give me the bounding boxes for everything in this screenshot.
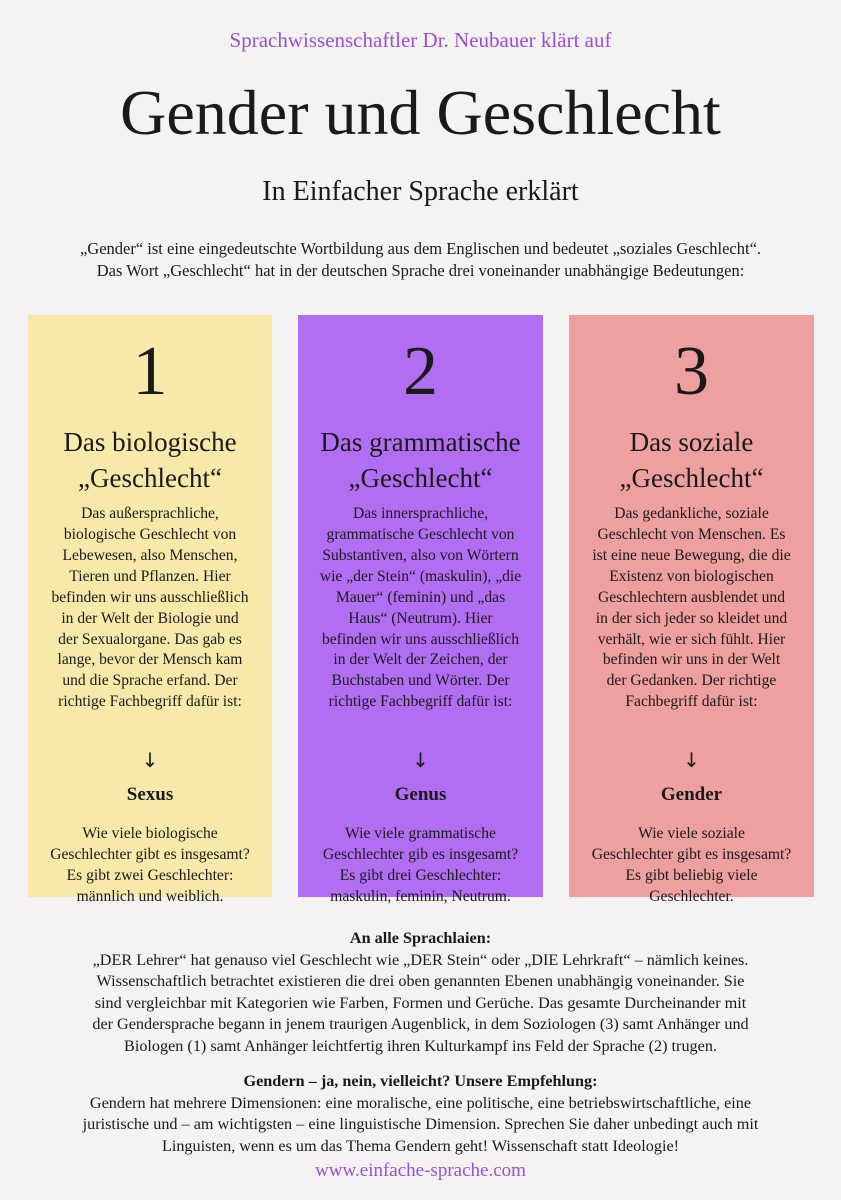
column-heading-line: Das grammatische	[320, 427, 521, 457]
text-line: lange, bevor der Mensch kam	[57, 651, 243, 669]
text-line: Tieren und Pflanzen. Hier	[69, 567, 231, 585]
intro-line: „Gender“ ist eine eingedeutschte Wortbildung aus dem Englischen und bedeutet „soziales Geschlecht“.	[79, 239, 762, 258]
text-line: grammatische Geschlecht von	[326, 526, 515, 544]
arrow-down-icon: ↓	[412, 748, 429, 773]
empfehlung-heading: Gendern – ja, nein, vielleicht? Unsere Empfehlung:	[243, 1072, 598, 1091]
page-subtitle: In Einfacher Sprache erklärt	[262, 176, 579, 207]
text-line: Linguisten, wenn es um das Thema Gendern geht! Wissenschaft statt Ideologie!	[161, 1136, 680, 1155]
text-line: juristische und – am wichtigsten – eine linguistische Dimension. Sprechen Sie daher unbedingt auch mit	[82, 1115, 759, 1134]
column-heading-line: „Geschlecht“	[78, 462, 222, 493]
text-line: Gendern hat mehrere Dimensionen: eine moralische, eine politische, eine betriebswirtschaftliche, eine	[89, 1093, 752, 1112]
column-question	[583, 824, 800, 908]
text-line: wie „der Stein“ (maskulin), „die	[319, 567, 522, 585]
column-description	[312, 504, 529, 740]
text-line: verhält, wie er sich fühlt. Hier	[597, 630, 786, 648]
text-line: Geschlecht von Menschen. Es	[597, 526, 786, 544]
arrow-down-icon: ↓	[683, 748, 700, 773]
text-line: richtige Fachbegriff dafür ist:	[328, 693, 513, 711]
text-line: befinden wir uns ausschließlich	[321, 630, 520, 648]
text-line: Existenz von biologischen	[609, 567, 774, 585]
text-line: Lebewesen, also Menschen,	[62, 547, 238, 565]
bottom-section	[12, 928, 829, 1157]
text-line: maskulin, feminin, Neutrum.	[330, 887, 511, 905]
text-line: Es gibt zwei Geschlechter:	[66, 867, 234, 885]
text-line: „DER Lehrer“ hat genauso viel Geschlecht wie „DER Stein“ oder „DIE Lehrkraft“ – nämlich keines.	[92, 950, 749, 969]
text-line: männlich und weiblich.	[76, 887, 224, 905]
text-line: der Sexualorgane. Das gab es	[58, 630, 242, 648]
text-line: in der sich jeder so kleidet und	[595, 609, 788, 627]
column-heading-line: Das soziale	[629, 427, 754, 457]
text-line: Geschlechter gibt es insgesamt?	[591, 846, 792, 864]
text-line: Geschlechter gib es insgesamt?	[322, 846, 519, 864]
text-line: Haus“ (Neutrum). Hier	[348, 609, 493, 627]
column-heading	[312, 425, 529, 496]
page-title: Gender und Geschlecht	[120, 77, 721, 148]
text-line: Wissenschaftlich betrachtet existieren die drei oben genannten Ebenen unabhängig voneinander. Sie	[96, 972, 745, 991]
column-question	[42, 824, 258, 908]
column-description	[42, 504, 258, 740]
text-line: richtige Fachbegriff dafür ist:	[58, 693, 242, 711]
laien-heading: An alle Sprachlaien:	[349, 929, 492, 947]
column-question	[312, 824, 529, 908]
website-url: www.einfache-sprache.com	[315, 1160, 526, 1181]
text-line: Buchstaben und Wörter. Der	[331, 672, 510, 690]
text-line: Das innersprachliche,	[352, 505, 489, 523]
text-line: Das gedankliche, soziale	[614, 505, 769, 523]
text-line: Es gibt drei Geschlechter:	[339, 867, 502, 885]
text-line: in der Welt der Biologie und	[61, 609, 239, 627]
text-line: Wie viele biologische	[82, 825, 218, 843]
text-line: biologische Geschlecht von	[63, 526, 237, 544]
text-line: Wie viele soziale	[638, 825, 745, 843]
text-line: der Gendersprache begann in jenem traurigen Augenblick, in dem Soziologen (3) samt Anhänger und	[92, 1015, 749, 1034]
text-line: ist eine neue Bewegung, die die	[592, 547, 791, 565]
intro-text	[20, 238, 821, 283]
column-term: Gender	[660, 784, 723, 806]
kicker: Sprachwissenschaftler Dr. Neubauer klärt auf	[229, 28, 612, 52]
text-line: Es gibt beliebig viele	[625, 867, 758, 885]
column-term: Genus	[394, 784, 447, 806]
column-number: 1	[132, 333, 168, 410]
column-heading-line: Das biologische	[63, 427, 237, 457]
text-line: befinden wir uns ausschließlich	[51, 588, 249, 606]
text-line: Substantiven, also von Wörtern	[322, 547, 519, 565]
text-line: Geschlechter gibt es insgesamt?	[50, 846, 250, 864]
column-heading	[583, 425, 800, 496]
column-biological	[28, 315, 272, 905]
column-number: 3	[674, 333, 709, 410]
text-line: Biologen (1) samt Anhänger leichtfertig ihren Kulturkampf ins Feld der Sprache (2) trugen.	[124, 1036, 717, 1055]
text-line: Geschlechter.	[649, 887, 734, 905]
text-line: Wie viele grammatische	[345, 825, 496, 843]
column-description	[583, 504, 800, 740]
column-heading	[42, 425, 258, 496]
spacer	[12, 1057, 829, 1071]
column-social	[569, 315, 814, 905]
intro-line: Das Wort „Geschlecht“ hat in der deutschen Sprache drei voneinander unabhängige Bedeutungen:	[96, 261, 745, 281]
column-grammatical	[298, 315, 543, 905]
text-line: Fachbegriff dafür ist:	[625, 693, 758, 711]
column-number: 2	[403, 333, 438, 410]
text-line: Das außersprachliche,	[81, 505, 219, 523]
text-line: Geschlechtern ausblendet und	[597, 588, 786, 606]
arrow-down-icon: ↓	[141, 748, 159, 773]
column-heading-line: „Geschlecht“	[619, 462, 764, 493]
text-line: in der Welt der Zeichen, der	[333, 651, 508, 669]
column-heading-line: „Geschlecht“	[348, 462, 493, 493]
text-line: sind vergleichbar mit Kategorien wie Farben, Formen und Gerüche. Das gesamte Durcheinander mit	[94, 993, 747, 1012]
column-term: Sexus	[126, 784, 174, 806]
text-line: Mauer“ (feminin) und „das	[335, 588, 506, 606]
text-line: der Gedanken. Der richtige	[606, 672, 777, 690]
text-line: und die Sprache erfand. Der	[62, 672, 238, 690]
text-line: befinden wir uns in der Welt	[602, 651, 781, 669]
